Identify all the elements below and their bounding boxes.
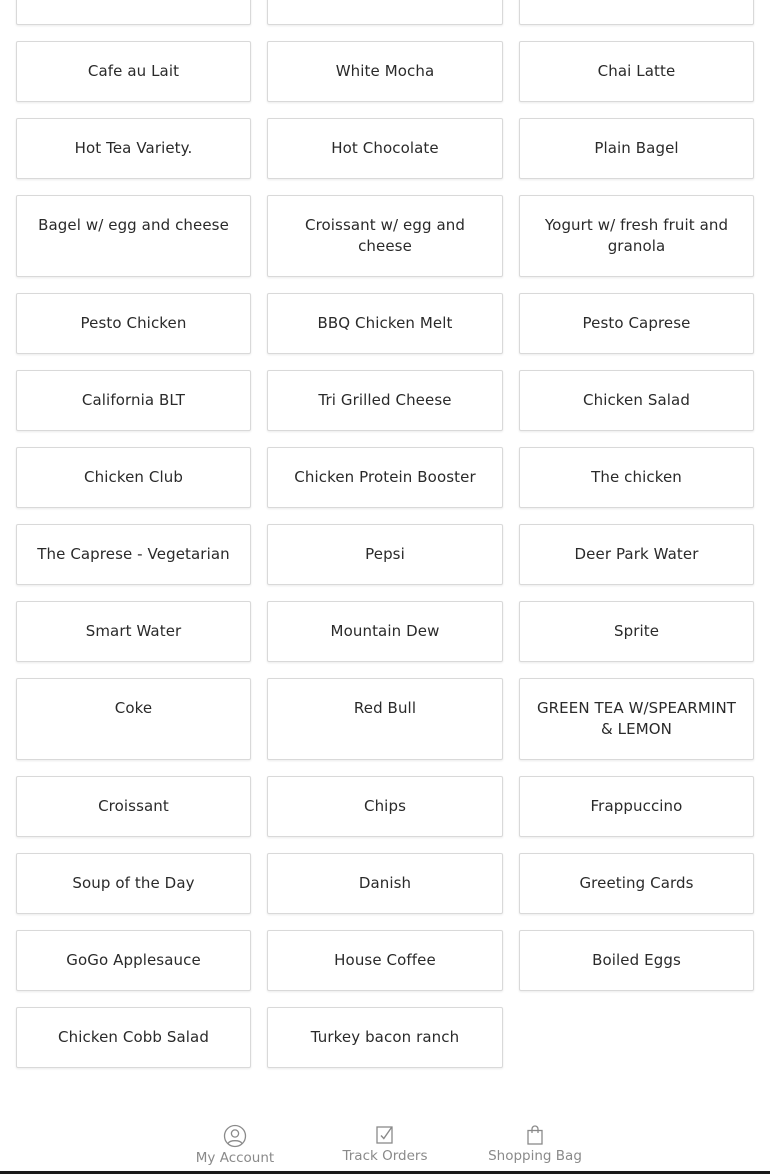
menu-tile-chai-latte[interactable]: Chai Latte [519,41,754,102]
my-account-button[interactable] [175,1124,295,1166]
menu-tile-pesto-chicken[interactable]: Pesto Chicken [16,293,251,354]
menu-category-grid [16,0,754,1068]
menu-tile-white-mocha[interactable]: White Mocha [267,41,503,102]
menu-tile-smart-water[interactable]: Smart Water [16,601,251,662]
menu-tile-chicken-club[interactable]: Chicken Club [16,447,251,508]
menu-tile-caprese-vegetarian[interactable]: The Caprese - Vegetarian [16,524,251,585]
menu-tile[interactable] [519,0,754,25]
menu-tile-tri-grilled-cheese[interactable]: Tri Grilled Cheese [267,370,503,431]
track-orders-button[interactable] [325,1124,445,1164]
menu-tile-pesto-caprese[interactable]: Pesto Caprese [519,293,754,354]
menu-tile-boiled-eggs[interactable]: Boiled Eggs [519,930,754,991]
menu-tile-danish[interactable]: Danish [267,853,503,914]
menu-tile-chicken-cobb-salad[interactable]: Chicken Cobb Salad [16,1007,251,1068]
menu-tile-sprite[interactable]: Sprite [519,601,754,662]
user-circle-icon [223,1124,247,1148]
bottom-navigation [0,1112,770,1174]
my-account-label: My Account [195,1150,275,1166]
menu-tile-chips[interactable]: Chips [267,776,503,837]
menu-tile-chicken-salad[interactable]: Chicken Salad [519,370,754,431]
menu-tile-coke[interactable]: Coke [16,678,251,760]
menu-tile-bbq-chicken-melt[interactable]: BBQ Chicken Melt [267,293,503,354]
menu-tile-turkey-bacon-ranch[interactable]: Turkey bacon ranch [267,1007,503,1068]
menu-tile-plain-bagel[interactable]: Plain Bagel [519,118,754,179]
menu-tile[interactable] [267,0,503,25]
menu-tile-hot-chocolate[interactable]: Hot Chocolate [267,118,503,179]
menu-tile-chicken-protein-booster[interactable]: Chicken Protein Booster [267,447,503,508]
menu-tile-greeting-cards[interactable]: Greeting Cards [519,853,754,914]
clipboard-check-icon [374,1124,396,1146]
shopping-bag-icon [524,1124,546,1146]
shopping-bag-label: Shopping Bag [488,1148,582,1164]
menu-tile-california-blt[interactable]: California BLT [16,370,251,431]
menu-tile-yogurt[interactable]: Yogurt w/ fresh fruit and granola [519,195,754,277]
menu-tile-house-coffee[interactable]: House Coffee [267,930,503,991]
menu-tile-cafe-au-lait[interactable]: Cafe au Lait [16,41,251,102]
menu-tile-mountain-dew[interactable]: Mountain Dew [267,601,503,662]
menu-tile-deer-park-water[interactable]: Deer Park Water [519,524,754,585]
menu-tile-pepsi[interactable]: Pepsi [267,524,503,585]
menu-tile-the-chicken[interactable]: The chicken [519,447,754,508]
track-orders-label: Track Orders [342,1148,428,1164]
menu-tile-croissant-egg-cheese[interactable]: Croissant w/ egg and cheese [267,195,503,277]
menu-tile-soup-of-the-day[interactable]: Soup of the Day [16,853,251,914]
menu-tile-hot-tea[interactable]: Hot Tea Variety. [16,118,251,179]
menu-tile-green-tea[interactable]: GREEN TEA W/SPEARMINT & LEMON [519,678,754,760]
menu-tile[interactable] [16,0,251,25]
menu-tile-red-bull[interactable]: Red Bull [267,678,503,760]
menu-tile-bagel-egg-cheese[interactable]: Bagel w/ egg and cheese [16,195,251,277]
shopping-bag-button[interactable] [475,1124,595,1164]
menu-tile-croissant[interactable]: Croissant [16,776,251,837]
menu-tile-gogo-applesauce[interactable]: GoGo Applesauce [16,930,251,991]
menu-tile-frappuccino[interactable]: Frappuccino [519,776,754,837]
